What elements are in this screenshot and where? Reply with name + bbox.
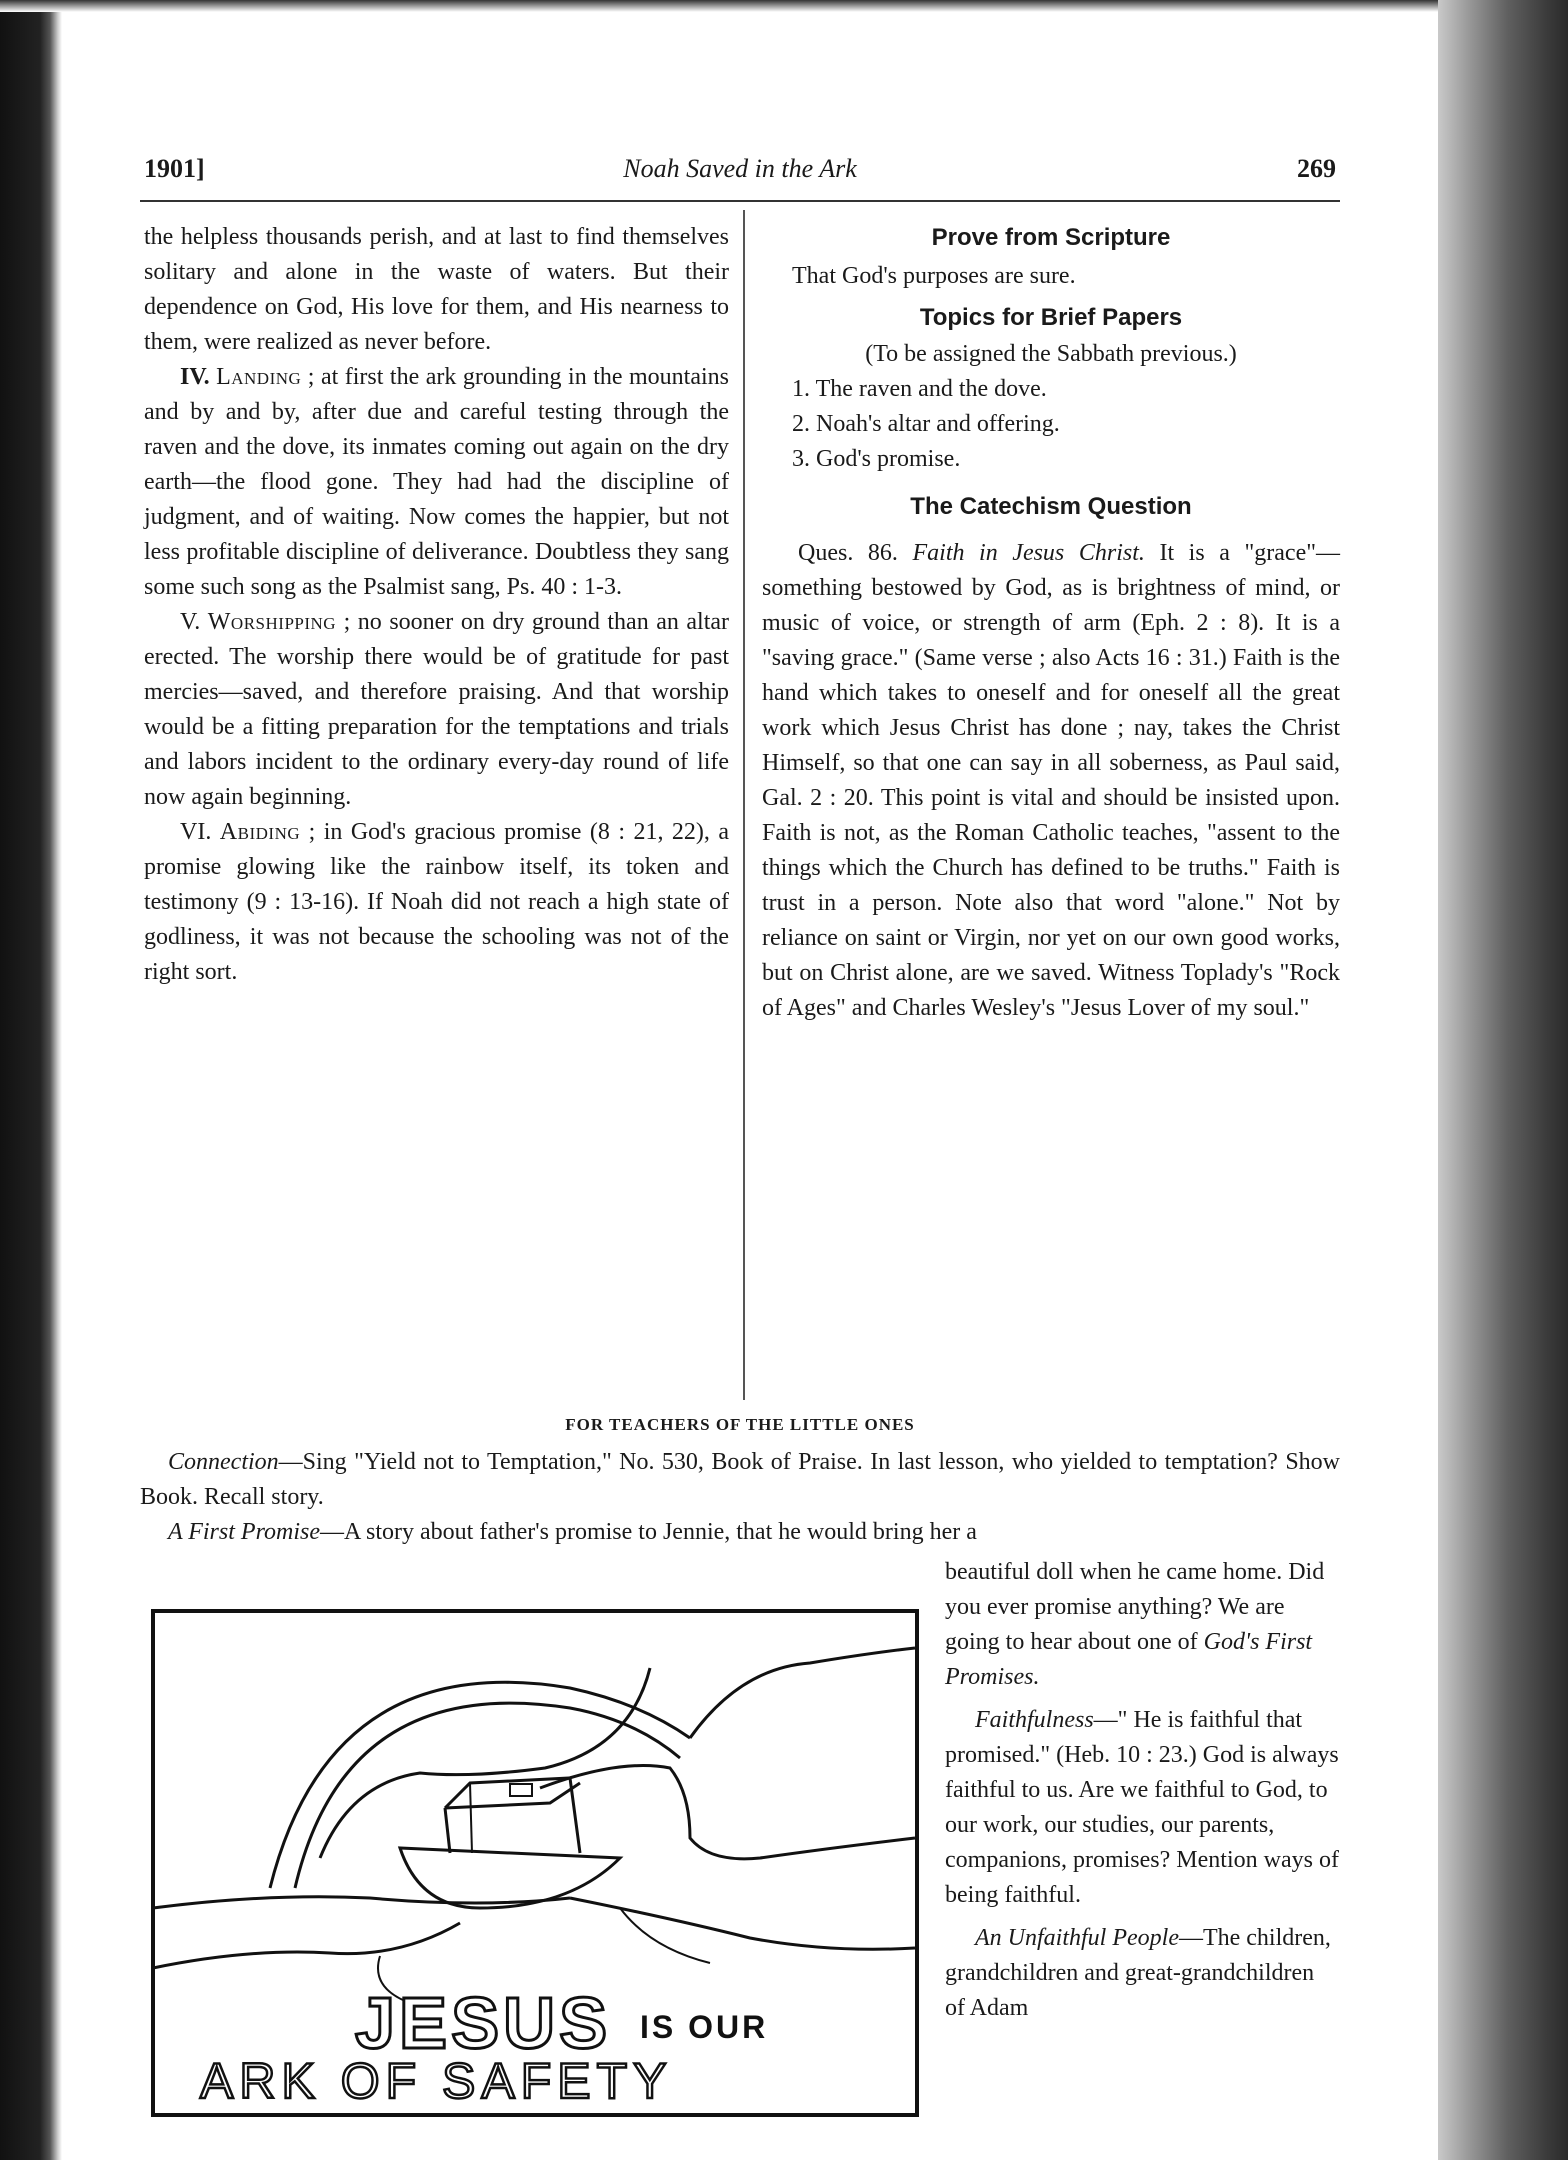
scan-top-edge	[0, 0, 1568, 12]
faithfulness-text: —" He is faithful that promised." (Heb. 10 : 23.) God is always faithful to us. Are we faithful to God, to our work, our studies, our parents, companions, promises? Mention ways of being faithful.	[945, 1707, 1339, 1908]
section-v-heading: Worshipping	[207, 609, 337, 635]
first-promise-label: A First Promise	[168, 1519, 321, 1545]
section-vi	[144, 815, 729, 990]
section-vi-heading: Abiding	[219, 819, 301, 845]
first-promise-cont: beautiful doll when he came home. Did you ever promise anything? We are going to hear about one of	[945, 1559, 1325, 1655]
catechism-text: It is a "grace"—something bestowed by God, as is brightness of mind, or music of voice, or strength of arm (Eph. 2 : 8). It is a "saving grace." (Same verse ; also Acts 16 : 31.) Faith is the hand which takes to oneself and for oneself all the great work which Jesus Christ has done ; nay, takes the Christ Himself, so that one can say in all soberness, as Paul said, Gal. 2 : 20. This point is vital and should be insisted upon. Faith is not, as the Roman Catholic teaches, "assent to the things which the Church has defined to be truths." Faith is trust in a person. Note also that word "alone." Not by reliance on saint or Virgin, nor yet on our own good works, but on Christ alone, are we saved. Witness Toplady's "Rock of Ages" and Charles Wesley's "Jesus Lover of my soul."	[762, 540, 1341, 1021]
unfaithful-paragraph	[945, 1921, 1340, 2026]
section-vi-text: ; in God's gracious promise (8 : 21, 22), a promise glowing like the rainbow itself, its token and testimony (9 : 13-16). If Noah did not reach a high state of godliness, it was not because the schooling was not of the right sort.	[144, 819, 730, 985]
topic-item: 1. The raven and the dove.	[792, 376, 1047, 402]
catechism-paragraph	[762, 536, 1340, 1026]
ark-drawing	[150, 1608, 920, 2118]
first-promise-text: —A story about father's promise to Jennie, that he would bring her a	[320, 1519, 977, 1545]
topics-note: (To be assigned the Sabbath previous.)	[865, 341, 1237, 367]
prove-heading: Prove from Scripture	[931, 224, 1171, 251]
page-number: 269	[1297, 154, 1336, 183]
catechism-lead: Ques. 86.	[798, 540, 898, 566]
header-title: Noah Saved in the Ark	[623, 154, 857, 183]
catechism-title: Faith in Jesus Christ.	[912, 540, 1145, 566]
running-head	[140, 150, 1340, 190]
illustration-is-our: IS OUR	[640, 2009, 769, 2045]
first-promise-continuation	[945, 1555, 1340, 1695]
page	[140, 150, 1341, 2109]
scan-left-edge	[0, 0, 62, 2160]
scan-right-edge	[1438, 0, 1568, 2160]
header-rule	[140, 200, 1340, 202]
section-v-text: ; no sooner on dry ground than an altar erected. The worship there would be of gratitude for past mercies—saved, and therefore praising. And that worship would be a fitting preparation for the temptations and trials and labors incident to the ordinary every-day round of life now again beginning.	[144, 609, 730, 810]
catechism-heading: The Catechism Question	[910, 493, 1192, 520]
connection-label: Connection	[168, 1449, 279, 1475]
section-v-number: V.	[180, 609, 201, 635]
section-v	[144, 605, 729, 815]
topic-item: 2. Noah's altar and offering.	[792, 411, 1060, 437]
section-iv-text: ; at first the ark grounding in the mountains and by and by, after due and careful testing through the raven and the dove, its inmates coming out again on the dry earth—the flood gone. They had had the discipline of judgment, and of waiting. Now comes the happier, but not less profitable discipline of deliverance. Doubtless they sang some such song as the Psalmist sang, Ps. 40 : 1-3.	[144, 364, 730, 600]
section-vi-number: VI.	[180, 819, 212, 845]
first-promise-line	[140, 1515, 1340, 1550]
first-promise-italic: God's First Promises.	[945, 1629, 1313, 1690]
connection-paragraph	[140, 1445, 1340, 1515]
faithfulness-label: Faithfulness	[975, 1707, 1094, 1733]
intro-paragraph: the helpless thousands perish, and at last to find themselves solitary and alone in the waste of waters. But their dependence on God, His love for them, and His nearness to them, were realized as never before.	[144, 224, 729, 355]
section-iv-number: IV.	[180, 364, 210, 390]
topics-heading: Topics for Brief Papers	[919, 304, 1183, 331]
faithfulness-paragraph	[945, 1703, 1340, 1913]
section-iv	[144, 360, 729, 605]
prove-text: That God's purposes are sure.	[792, 263, 1076, 289]
unfaithful-label: An Unfaithful People	[975, 1925, 1179, 1951]
illustration-ark-of-safety: ARK OF SAFETY	[200, 2053, 673, 2109]
topic-item: 3. God's promise.	[792, 446, 961, 472]
section-iv-heading: Landing	[216, 364, 302, 390]
column-rule	[743, 210, 745, 1400]
unfaithful-text: —The children, grandchildren and great-grandchildren of Adam	[945, 1925, 1331, 2021]
connection-text: —Sing "Yield not to Temptation," No. 530, Book of Praise. In last lesson, who yielded to temptation? Show Book. Recall story.	[140, 1449, 1340, 1510]
header-year: 1901]	[144, 154, 205, 183]
right-column	[762, 220, 1340, 1026]
ark-illustration	[150, 1608, 920, 2118]
teachers-heading: FOR TEACHERS OF THE LITTLE ONES	[565, 1415, 915, 1434]
left-column	[144, 220, 729, 990]
illustration-jesus: JESUS	[355, 1984, 612, 2064]
right-bottom-column	[945, 1555, 1340, 2026]
